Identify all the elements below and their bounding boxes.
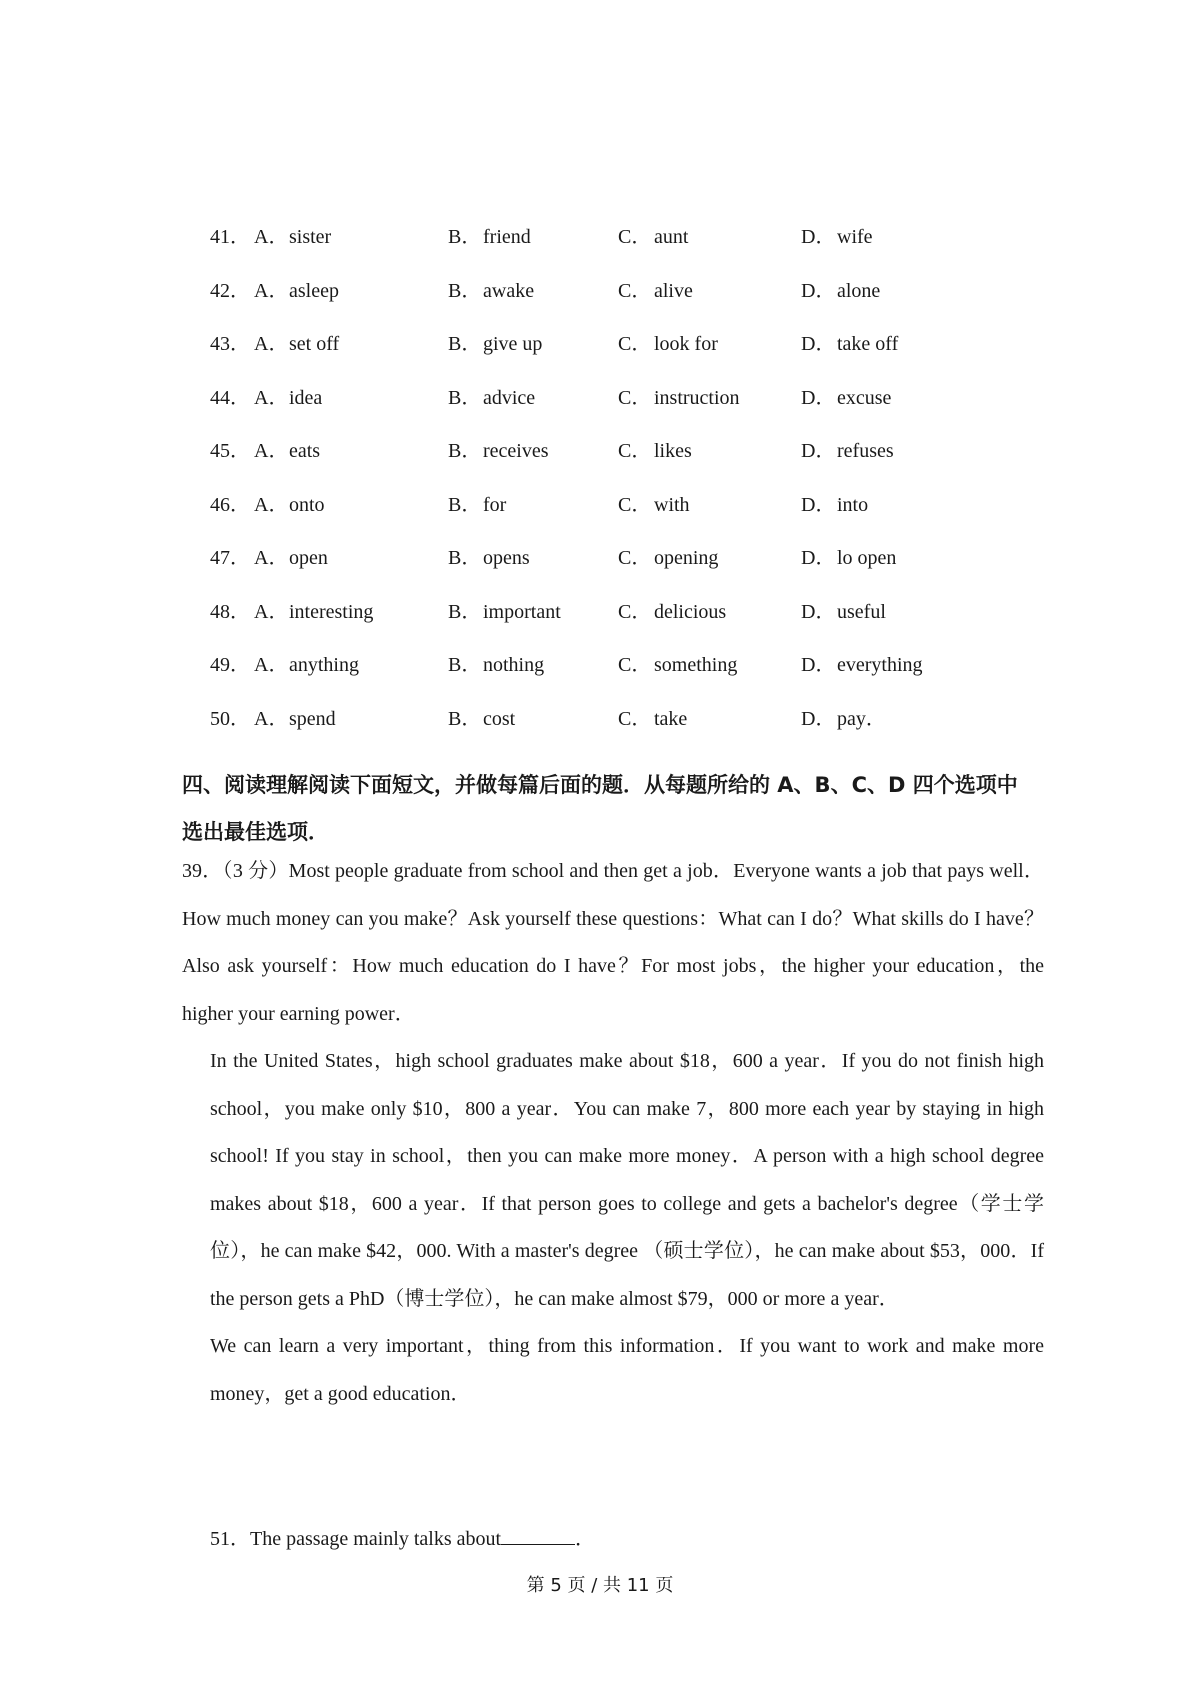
option-a-text: sister bbox=[289, 226, 332, 248]
option-row bbox=[210, 276, 1070, 306]
option-c-text: look for bbox=[654, 333, 718, 355]
option-d-letter: D． bbox=[801, 386, 836, 409]
question-number: 46． bbox=[210, 493, 250, 516]
option-a-letter: A． bbox=[254, 493, 289, 516]
option-b-letter: B． bbox=[448, 600, 482, 623]
option-b-text: friend bbox=[483, 226, 531, 248]
option-d-letter: D． bbox=[801, 654, 836, 676]
option-a-text: onto bbox=[289, 493, 325, 516]
option-d-text: everything bbox=[837, 654, 923, 676]
question-number: 47． bbox=[210, 547, 250, 569]
option-d-text: refuses bbox=[837, 440, 894, 462]
page-footer: 第 5 页 / 共 11 页 bbox=[526, 1575, 674, 1596]
option-a-text: idea bbox=[289, 386, 323, 409]
answer-blank[interactable] bbox=[501, 1524, 575, 1545]
option-b-letter: B． bbox=[448, 386, 482, 409]
option-a-text: anything bbox=[289, 654, 359, 676]
option-b-text: give up bbox=[483, 333, 543, 355]
option-d-text: into bbox=[837, 493, 869, 516]
option-b-letter: B． bbox=[448, 226, 482, 248]
option-b-text: nothing bbox=[483, 654, 545, 676]
option-a-text: set off bbox=[289, 333, 340, 355]
option-b-letter: B． bbox=[448, 547, 482, 569]
option-b-text: receives bbox=[483, 440, 549, 462]
option-b-text: awake bbox=[483, 279, 535, 302]
option-b-text: cost bbox=[483, 707, 516, 730]
option-a-letter: A． bbox=[254, 333, 289, 355]
option-d-text: alone bbox=[837, 279, 881, 302]
question-number: 41． bbox=[210, 226, 250, 248]
option-c-text: something bbox=[654, 654, 738, 676]
option-b-letter: B． bbox=[448, 707, 482, 730]
option-a-text: eats bbox=[289, 440, 321, 462]
option-row bbox=[210, 222, 1070, 252]
option-a-letter: A． bbox=[254, 707, 289, 730]
reading-passage bbox=[182, 848, 1044, 1418]
option-d-text: useful bbox=[837, 600, 886, 623]
passage-paragraph-1: 39．（3 分）Most people graduate from school and then get a job．Everyone wants a job that pays well．How much money can you make？Ask yourself these questions：What can I do？What skills do I have？Also ask yourself：How much education do I have？For most jobs，the higher your education，the higher your earning power． bbox=[182, 860, 1044, 1025]
option-a-letter: A． bbox=[254, 654, 289, 676]
option-a-letter: A． bbox=[254, 279, 289, 302]
option-c-letter: C． bbox=[618, 386, 652, 409]
question-number: 44． bbox=[210, 386, 250, 409]
option-c-letter: C． bbox=[618, 493, 652, 516]
option-b-letter: B． bbox=[448, 333, 482, 355]
option-d-letter: D． bbox=[801, 547, 836, 569]
section-heading-line1: 四、阅读理解阅读下面短文，并做每篇后面的题．从每题所给的 A、B、C、D 四个选项中 bbox=[182, 773, 1018, 797]
question-number: 42． bbox=[210, 279, 250, 302]
option-a-letter: A． bbox=[254, 440, 289, 462]
option-c-letter: C． bbox=[618, 707, 652, 730]
option-c-letter: C． bbox=[618, 226, 652, 248]
option-row bbox=[210, 490, 1070, 520]
option-d-letter: D． bbox=[801, 279, 836, 302]
option-c-text: instruction bbox=[654, 386, 740, 409]
option-c-text: with bbox=[654, 493, 690, 516]
option-c-letter: C． bbox=[618, 440, 652, 462]
option-row bbox=[210, 650, 1070, 680]
question-number: 50． bbox=[210, 707, 250, 730]
option-c-letter: C． bbox=[618, 600, 652, 623]
option-b-text: advice bbox=[483, 386, 536, 409]
option-a-text: spend bbox=[289, 707, 336, 730]
option-d-text: excuse bbox=[837, 386, 892, 409]
option-d-text: lo open bbox=[837, 547, 897, 569]
option-a-text: open bbox=[289, 547, 328, 569]
option-a-letter: A． bbox=[254, 547, 289, 569]
option-c-letter: C． bbox=[618, 279, 652, 302]
option-a-text: asleep bbox=[289, 279, 339, 302]
question-51 bbox=[210, 1524, 595, 1554]
option-c-text: delicious bbox=[654, 600, 727, 623]
question-51-end: ． bbox=[575, 1528, 596, 1550]
option-c-text: take bbox=[654, 707, 688, 730]
option-d-text: take off bbox=[837, 333, 899, 355]
option-d-letter: D． bbox=[801, 333, 836, 355]
option-d-letter: D． bbox=[801, 707, 836, 730]
question-number: 48． bbox=[210, 600, 250, 623]
option-b-letter: B． bbox=[448, 440, 482, 462]
option-c-letter: C． bbox=[618, 333, 652, 355]
option-b-text: important bbox=[483, 600, 561, 623]
option-b-letter: B． bbox=[448, 279, 482, 302]
option-a-letter: A． bbox=[254, 386, 289, 409]
option-row bbox=[210, 329, 1070, 359]
option-a-letter: A． bbox=[254, 600, 289, 623]
option-c-text: opening bbox=[654, 547, 719, 569]
option-d-letter: D． bbox=[801, 600, 836, 623]
option-d-letter: D． bbox=[801, 440, 836, 462]
option-d-letter: D． bbox=[801, 226, 836, 248]
option-b-text: for bbox=[483, 493, 507, 516]
option-row bbox=[210, 704, 1070, 734]
option-b-letter: B． bbox=[448, 654, 482, 676]
question-number: 45． bbox=[210, 440, 250, 462]
option-row bbox=[210, 597, 1070, 627]
option-row bbox=[210, 383, 1070, 413]
passage-paragraph-2: In the United States，high school graduates make about $18，600 a year．If you do not finish high school，you make only $10，800 a year．You can make 7，800 more each year by staying in high school! If you stay in school，then you can make more money．A person with a high school degree makes about $18，600 a year．If that person goes to college and gets a bachelor's degree（学士学位），he can make $42，000. With a master's degree （硕士学位），he can make about $53，000．If the person gets a PhD（博士学位），he can make almost $79，000 or more a year． bbox=[210, 1050, 1044, 1310]
question-51-text: 51．The passage mainly talks about bbox=[210, 1528, 502, 1550]
option-row bbox=[210, 543, 1070, 573]
option-c-text: aunt bbox=[654, 226, 689, 248]
question-number: 43． bbox=[210, 333, 250, 355]
option-c-text: likes bbox=[654, 440, 692, 462]
option-c-text: alive bbox=[654, 279, 693, 302]
option-row bbox=[210, 436, 1070, 466]
passage-paragraph-3: We can learn a very important，thing from this information．If you want to work and make more money，get a good education． bbox=[210, 1335, 1044, 1405]
option-d-text: wife bbox=[837, 226, 873, 248]
option-d-letter: D． bbox=[801, 493, 836, 516]
question-number: 49． bbox=[210, 654, 250, 676]
option-d-text: pay． bbox=[837, 707, 886, 730]
option-b-letter: B． bbox=[448, 493, 482, 516]
option-a-text: interesting bbox=[289, 600, 374, 623]
option-c-letter: C． bbox=[618, 547, 652, 569]
option-a-letter: A． bbox=[254, 226, 289, 248]
option-b-text: opens bbox=[483, 547, 530, 569]
option-c-letter: C． bbox=[618, 654, 652, 676]
section-heading-line2: 选出最佳选项． bbox=[182, 820, 329, 844]
section-heading bbox=[182, 762, 1042, 856]
